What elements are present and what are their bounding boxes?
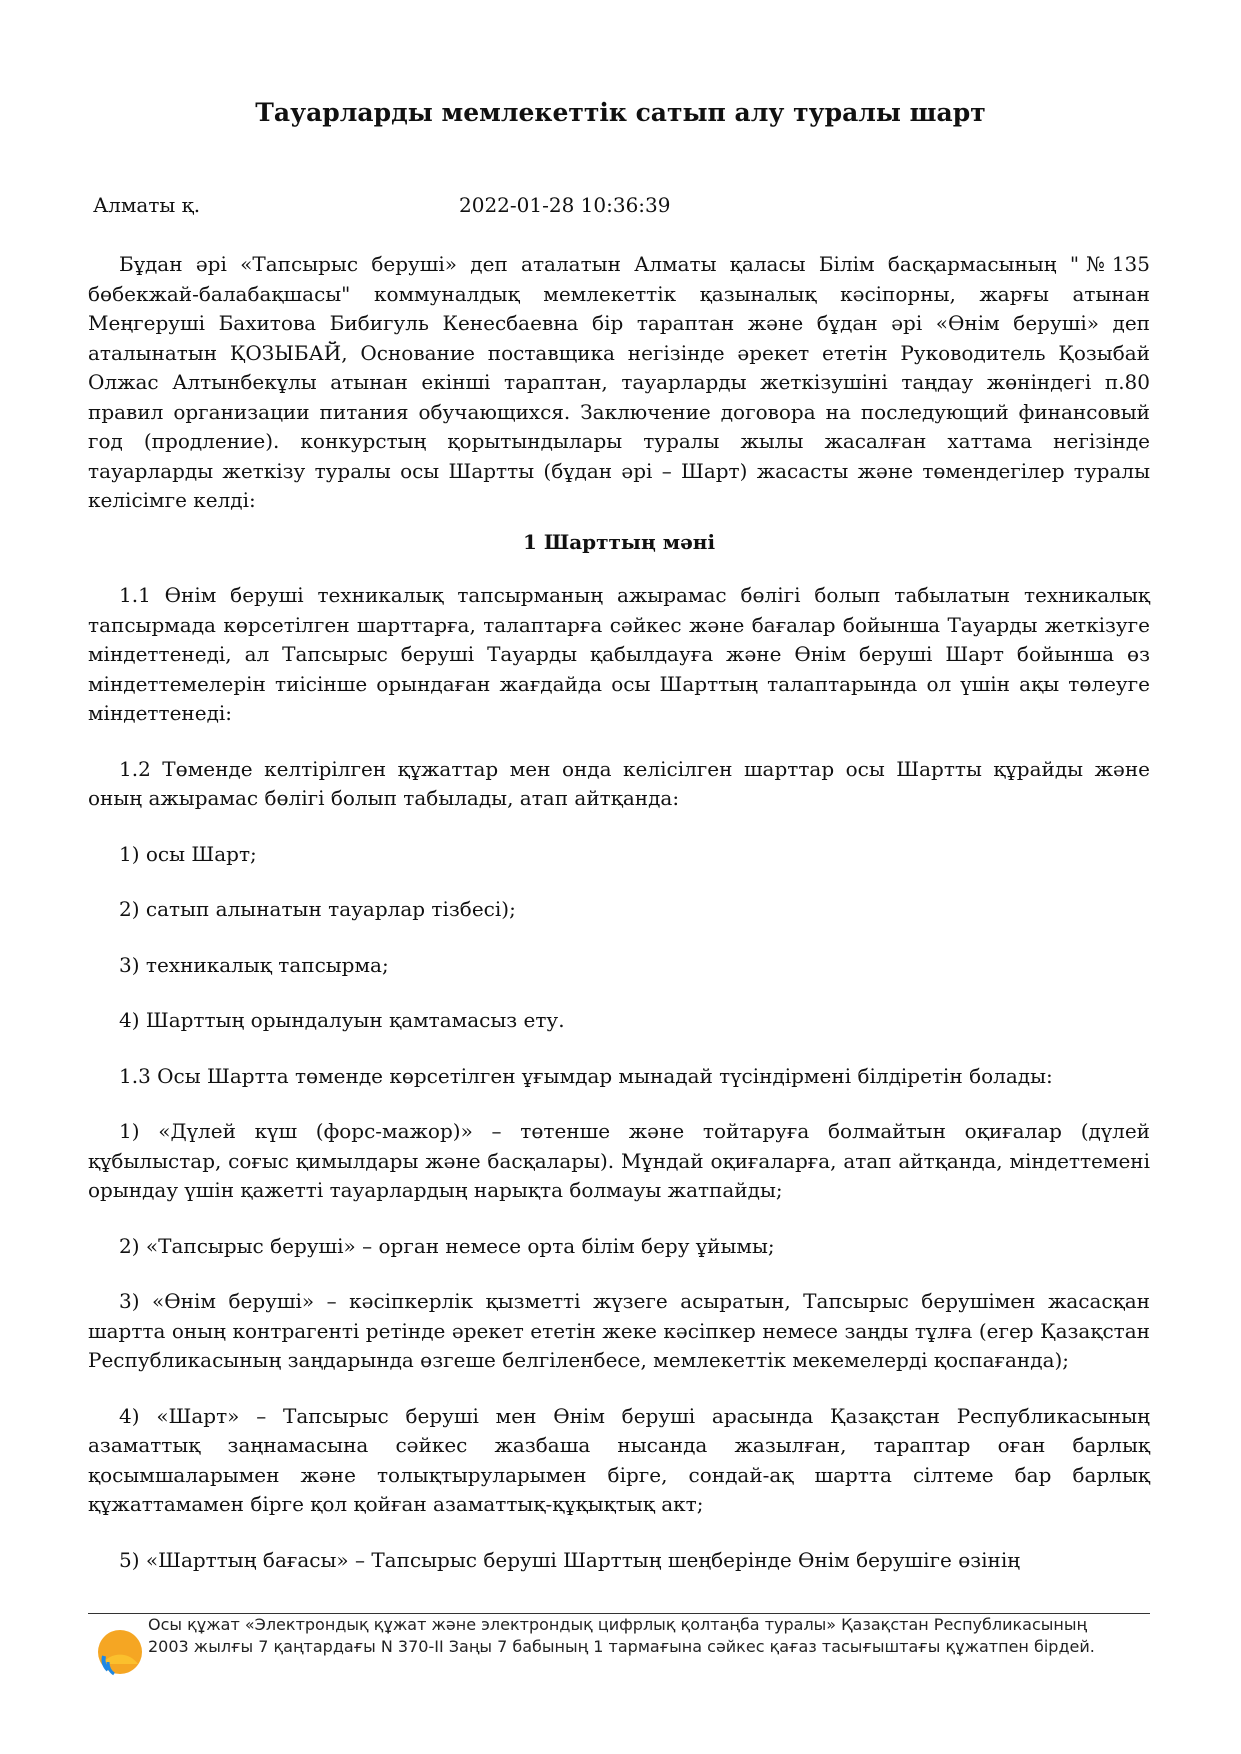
document-datetime: 2022-01-28 10:36:39	[459, 193, 671, 217]
list-item: 1) осы Шарт;	[119, 841, 257, 866]
list-item: 2) сатып алынатын тауарлар тізбесі);	[119, 897, 516, 921]
clause-1-1: 1.1 Өнім беруші техникалық тапсырманың ажырамас бөлігі болып табылатын техникалық тапсырмада көрсетілген шарттарға, талаптарға сәйкес және бағалар бойынша Тауарды жеткізуге міндеттенеді, ал Тапсырыс беруші Тауарды қабылдауға және Өнім беруші Шарт бойынша өз міндеттемелерін тиісінше орындаған жағдайда осы Шарттың талаптарында ол үшін ақы төлеуге міндеттенеді:	[88, 583, 1150, 725]
document-city: Алматы қ.	[93, 193, 201, 217]
definition-item: 1) «Дүлей күш (форс-мажор)» – төтенше және тойтаруға болмайтын оқиғалар (дүлей құбылыстар, соғыс қимылдары және басқалары). Мұндай оқиғаларға, атап айтқанда, міндеттемені орындау үшін қажетті тауарлардың нарықта болмауы жатпайды;	[88, 1119, 1150, 1202]
definition-item: 3) «Өнім беруші» – кәсіпкерлік қызметті жүзеге асыратын, Тапсырыс берушімен жасасқан шартта оның контрагенті ретінде әрекет ететін жеке кәсіпкер немесе заңды тұлға (егер Қазақстан Республикасының заңдарында өзгеше белгіленбесе, мемлекеттік мекемелерді қоспағанда);	[88, 1289, 1150, 1372]
footer-legal-note: Осы құжат «Электрондық құжат және электрондық цифрлық қолтаңба туралы» Қазақстан Республикасының 2003 жылғы 7 қаңтардағы N 370-II Заңы 7 бабының 1 тармағына сәйкес қағаз тасығыштағы құжатпен бірдей.	[148, 1615, 1095, 1656]
egov-sun-logo-icon	[92, 1624, 148, 1680]
section-heading: 1 Шарттың мәні	[522, 529, 716, 554]
list-item: 4) Шарттың орындалуын қамтамасыз ету.	[119, 1008, 565, 1032]
list-item: 3) техникалық тапсырма;	[119, 952, 389, 977]
document-body	[88, 250, 1150, 1601]
definition-item: 5) «Шарттың бағасы» – Тапсырыс беруші Шарттың шеңберінде Өнім берушіге өзінің	[119, 1547, 1021, 1572]
definition-item: 2) «Тапсырыс беруші» – орган немесе орта білім беру ұйымы;	[119, 1233, 775, 1258]
document-title: Тауарларды мемлекеттік сатып алу туралы шарт	[255, 98, 986, 127]
intro-paragraph: Бұдан әрі «Тапсырыс беруші» деп аталатын Алматы қаласы Білім басқармасының "№135 бөбекжай-балабақшасы" коммуналдық мемлекеттік қазыналық кәсіпорны, жарғы атынан Меңгеруші Бахитова Бибигуль Кенесбаевна бір тараптан және бұдан әрі «Өнім беруші» деп аталынатын ҚОЗЫБАЙ, Основание поставщика негізінде әрекет ететін Руководитель Қозыбай Олжас Алтынбекұлы атынан екінші тараптан, тауарларды жеткізушіні таңдау жөніндегі п.80 правил организации питания обучающихся. Заключение договора на последующий финансовый год (продление). конкурстың қорытындылары туралы жылы жасалған хаттама негізінде тауарларды жеткізу туралы осы Шартты (бұдан әрі – Шарт) жасасты және төмендегілер туралы келісімге келді:	[88, 252, 1150, 512]
clause-1-2: 1.2 Төменде келтірілген құжаттар мен онда келісілген шарттар осы Шартты құрайды және оның ажырамас бөлігі болып табылады, атап айтқанда:	[88, 756, 1150, 810]
clause-1-3: 1.3 Осы Шартта төменде көрсетілген ұғымдар мынадай түсіндірмені білдіретін болады:	[119, 1063, 1053, 1088]
definition-item: 4) «Шарт» – Тапсырыс беруші мен Өнім беруші арасында Қазақстан Республикасының азаматтық заңнамасына сәйкес жазбаша нысанда жазылған, тараптар оған барлық қосымшаларымен және толықтыруларымен бірге, сондай-ақ шартта сілтеме бар барлық құжаттамамен бірге қол қойған азаматтық-құқықтық акт;	[88, 1403, 1150, 1516]
